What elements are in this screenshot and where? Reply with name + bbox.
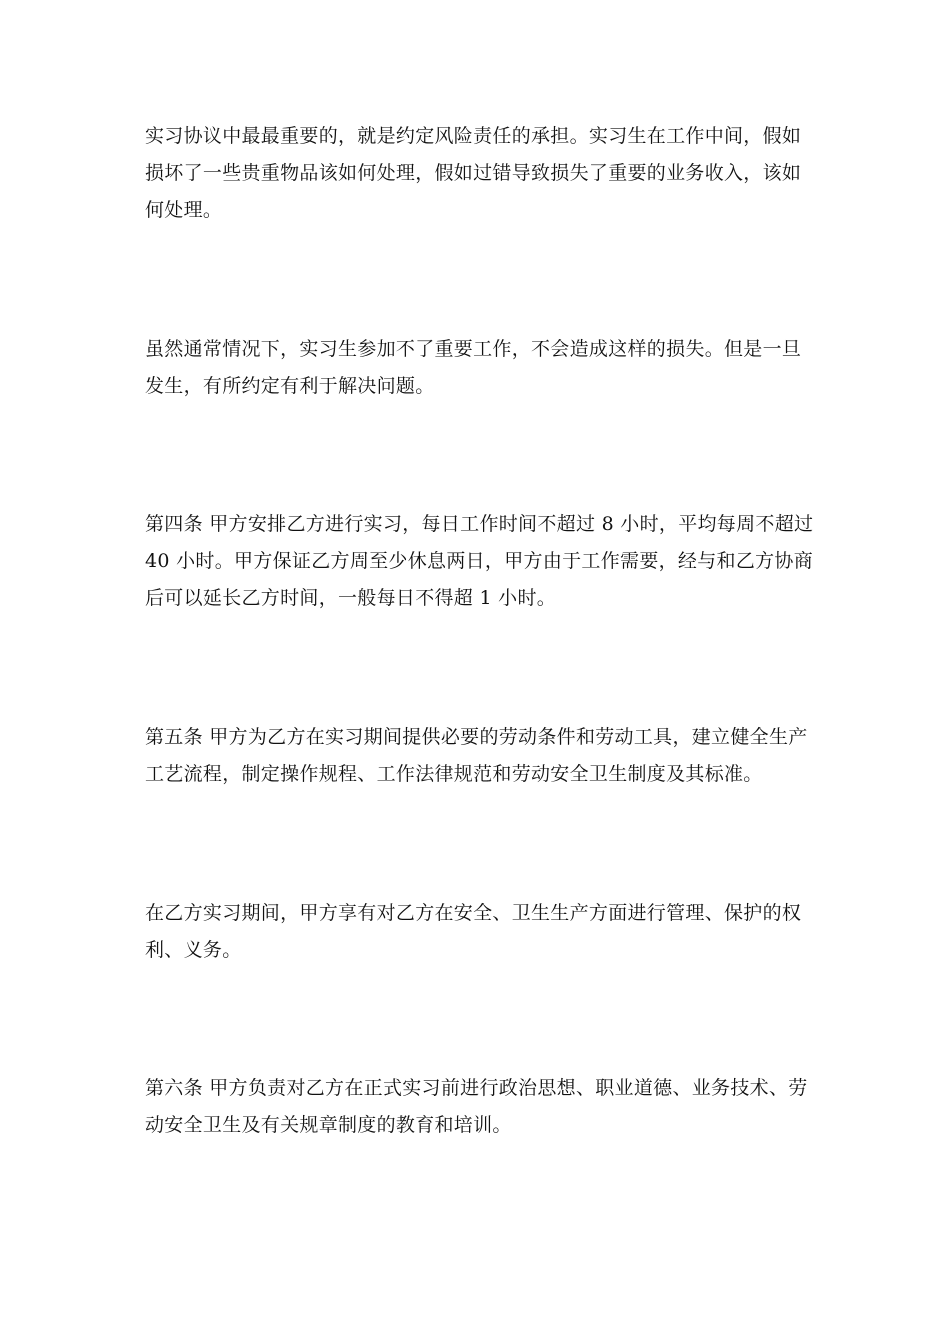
text-line: 损坏了一些贵重物品该如何处理，假如过错导致损失了重要的业务收入，该如 (145, 162, 802, 184)
paragraph-article-6 (145, 1070, 810, 1144)
text-line: 工艺流程，制定操作规程、工作法律规范和劳动安全卫生制度及其标准。 (145, 763, 763, 785)
text-line: 动安全卫生及有关规章制度的教育和培训。 (145, 1114, 512, 1136)
text-line: 第四条 甲方安排乙方进行实习，每日工作时间不超过 8 小时，平均每周不超过 (145, 513, 814, 535)
paragraph-article-4 (145, 506, 814, 617)
text-line: 发生，有所约定有利于解决问题。 (145, 375, 435, 397)
text-line: 何处理。 (145, 199, 223, 221)
text-line: 后可以延长乙方时间，一般每日不得超 1 小时。 (145, 587, 557, 609)
paragraph-article-5 (145, 719, 810, 793)
text-line: 第五条 甲方为乙方在实习期间提供必要的劳动条件和劳动工具，建立健全生产 (145, 726, 808, 748)
paragraph-loss-agreement (145, 331, 810, 405)
text-line: 利、义务。 (145, 939, 242, 961)
paragraph-risk-liability (145, 118, 810, 229)
text-line: 实习协议中最最重要的，就是约定风险责任的承担。实习生在工作中间，假如 (145, 125, 802, 147)
text-line: 40 小时。甲方保证乙方周至少休息两日，甲方由于工作需要，经与和乙方协商 (145, 550, 814, 572)
paragraph-safety-rights (145, 895, 810, 969)
text-line: 第六条 甲方负责对乙方在正式实习前进行政治思想、职业道德、业务技术、劳 (145, 1077, 808, 1099)
text-line: 在乙方实习期间，甲方享有对乙方在安全、卫生生产方面进行管理、保护的权 (145, 902, 802, 924)
text-line: 虽然通常情况下，实习生参加不了重要工作，不会造成这样的损失。但是一旦 (145, 338, 802, 360)
